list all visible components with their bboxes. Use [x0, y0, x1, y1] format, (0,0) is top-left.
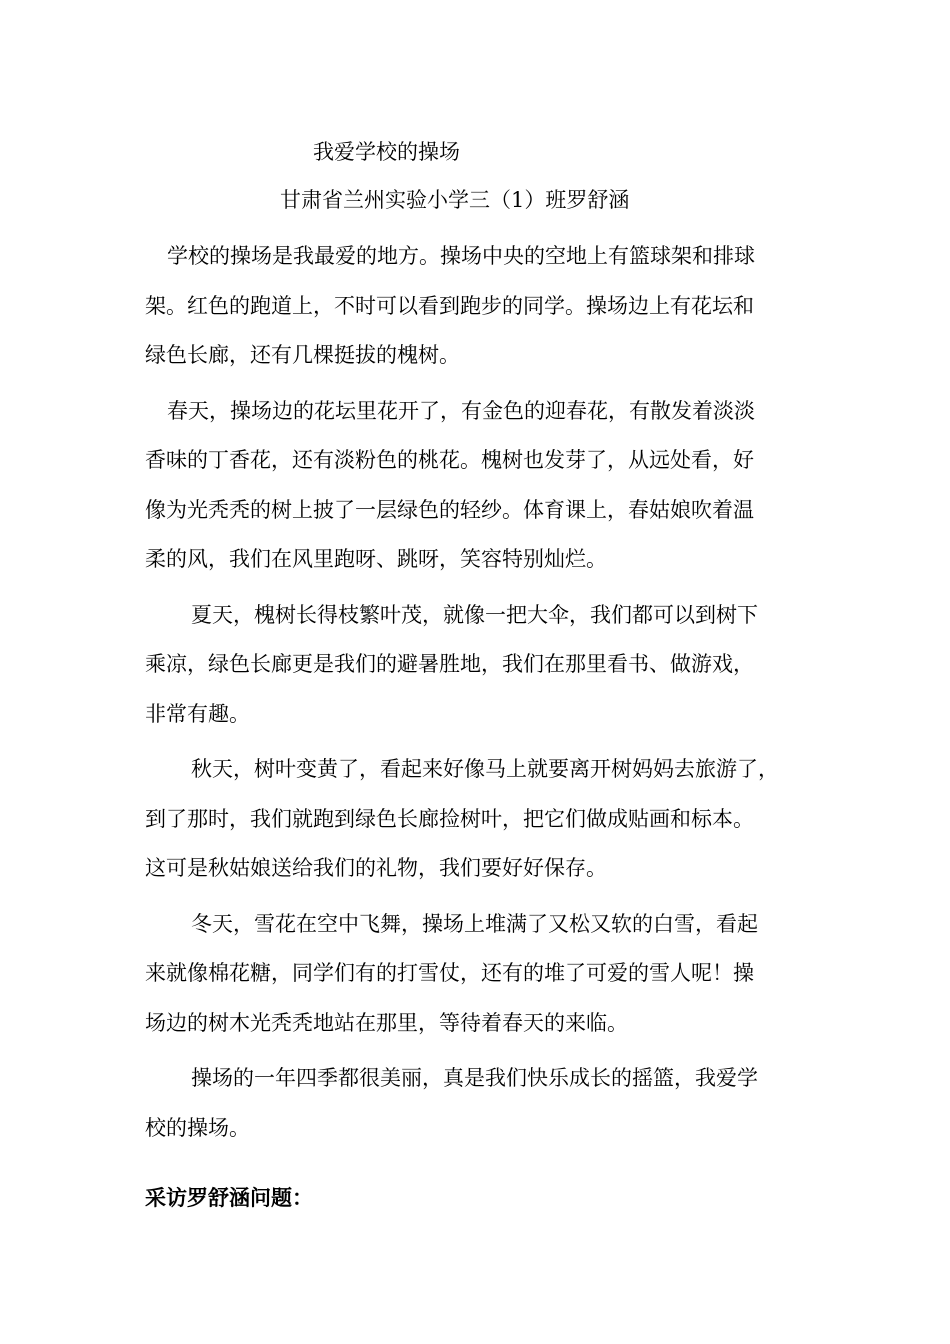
paragraph-line: 操场的一年四季都很美丽，真是我们快乐成长的摇篮，我爱学 — [191, 1066, 758, 1090]
paragraph-line: 像为光秃秃的树上披了一层绿色的轻纱。体育课上，春姑娘吹着温 — [145, 497, 754, 522]
paragraph-summer — [145, 591, 825, 740]
paragraph-line: 冬天，雪花在空中飞舞，操场上堆满了又松又软的白雪，看起 — [191, 911, 758, 936]
essay-title: 我爱学校的操场 — [313, 140, 460, 164]
paragraph-line: 夏天，槐树长得枝繁叶茂，就像一把大伞，我们都可以到树下 — [191, 602, 758, 627]
paragraph-spring — [145, 387, 825, 585]
paragraph-autumn — [145, 745, 825, 894]
paragraph-line: 乘凉，绿色长廊更是我们的避暑胜地，我们在那里看书、做游戏， — [145, 652, 754, 676]
essay-body — [145, 232, 825, 1159]
paragraph-line: 学校的操场是我最爱的地方。操场中央的空地上有篮球架和排球 — [167, 244, 755, 268]
paragraph-conclusion — [145, 1054, 825, 1153]
paragraph-line: 香味的丁香花，还有淡粉色的桃花。槐树也发芽了，从远处看，好 — [145, 448, 754, 472]
paragraph-line: 这可是秋姑娘送给我们的礼物，我们要好好保存。 — [145, 856, 607, 880]
paragraph-line: 来就像棉花糖，同学们有的打雪仗，还有的堆了可爱的雪人呢！操 — [145, 961, 754, 985]
paragraph-line: 秋天，树叶变黄了，看起来好像马上就要离开树妈妈去旅游了， — [191, 757, 779, 781]
interview-heading: 采访罗舒涵问题： — [145, 1185, 313, 1210]
paragraph-line: 架。红色的跑道上，不时可以看到跑步的同学。操场边上有花坛和 — [145, 293, 754, 318]
paragraph-winter — [145, 900, 825, 1049]
paragraph-line: 柔的风，我们在风里跑呀、跳呀，笑容特别灿烂。 — [145, 547, 607, 571]
paragraph-line: 校的操场。 — [145, 1115, 250, 1140]
paragraph-line: 到了那时，我们就跑到绿色长廊捡树叶，把它们做成贴画和标本。 — [145, 806, 754, 831]
author-line: 甘肃省兰州实验小学三（1）班罗舒涵 — [280, 188, 630, 212]
paragraph-line: 场边的树木光秃秃地站在那里，等待着春天的来临。 — [145, 1010, 628, 1035]
paragraph-line: 春天，操场边的花坛里花开了，有金色的迎春花，有散发着淡淡 — [167, 398, 755, 423]
paragraph-line: 绿色长廊，还有几棵挺拔的槐树。 — [145, 343, 460, 367]
paragraph-line: 非常有趣。 — [145, 701, 250, 726]
paragraph-intro — [145, 232, 825, 381]
